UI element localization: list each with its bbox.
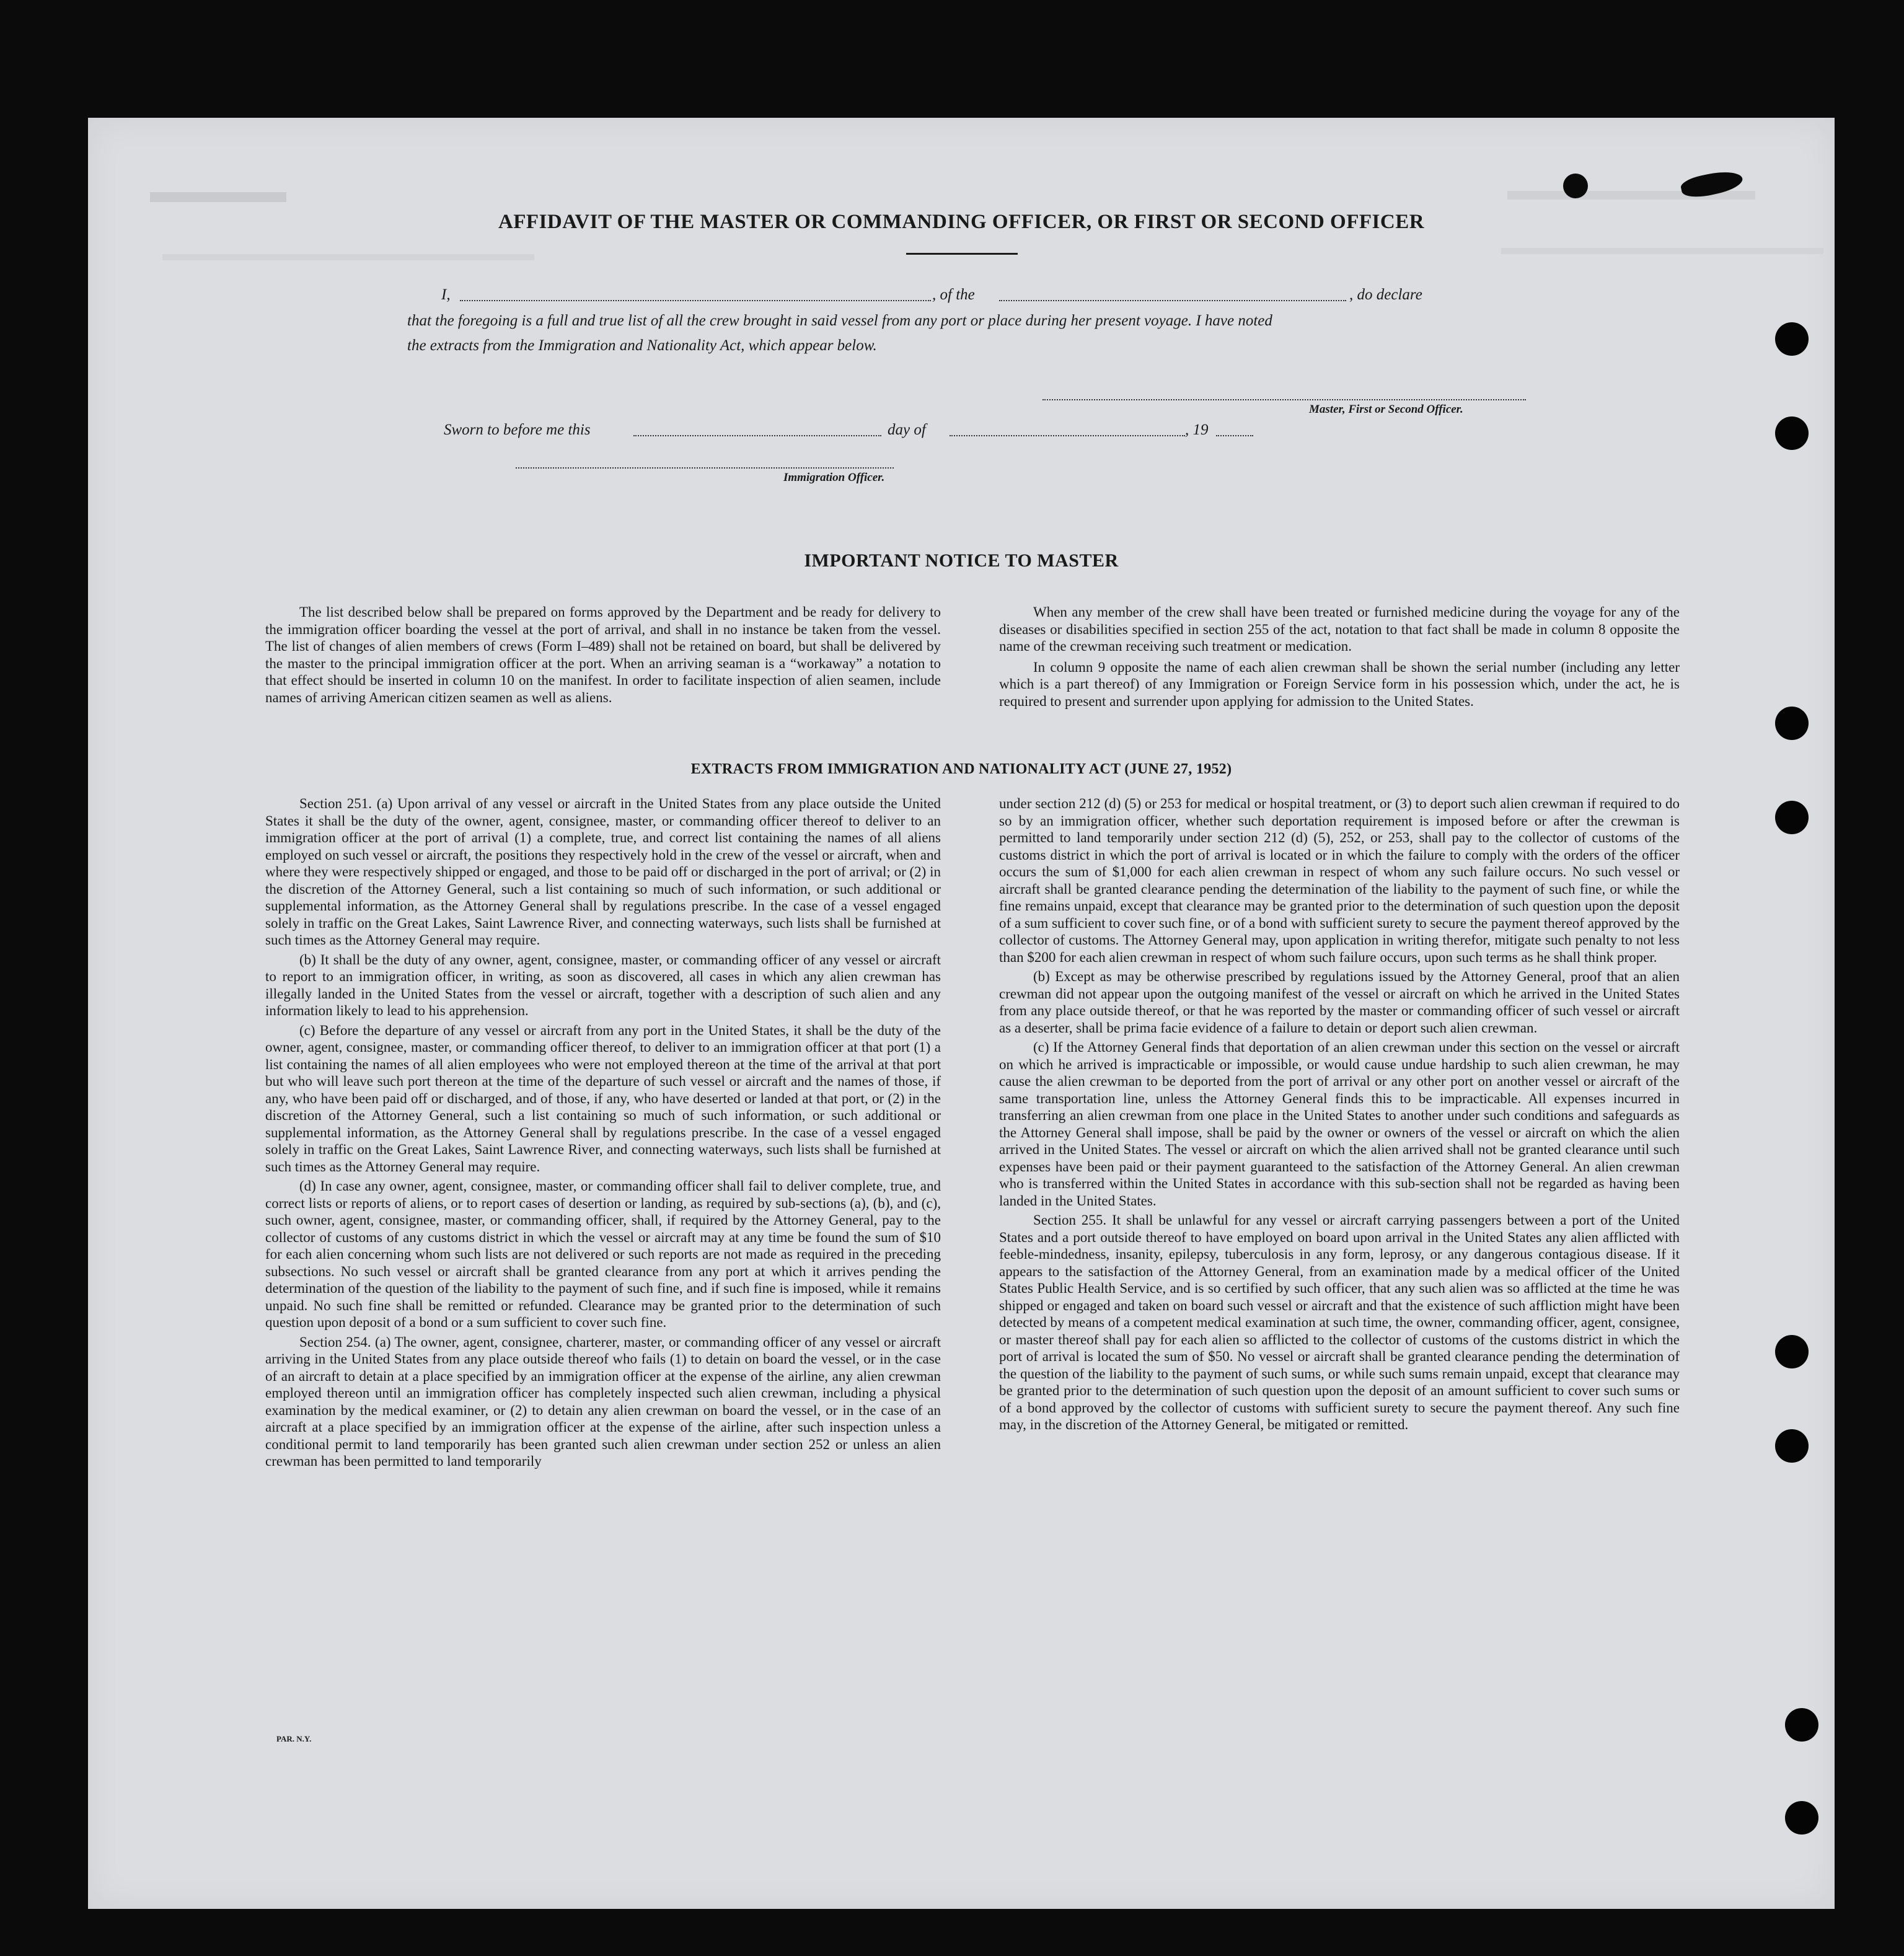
section-251-b: (b) It shall be the duty of any owner, agent, consignee, master, or commanding officer of any vessel or aircraft to report to an immigration officer, in writing, as soon as discovered, all cases in which any alien crewman has illegally landed in the United States from the vessel or aircraft, together with a description of such alien and any information likely to lead to his apprehension.	[265, 951, 941, 1018]
sworn-day-field[interactable]	[633, 435, 881, 436]
section-254-a-continued: under section 212 (d) (5) or 253 for medical or hospital treatment, or (3) to deport such alien crewman if required to do so by an immigration officer, whether such deportation requirement is imposed before or after the crewman is permitted to land temporarily under section 212 (d) (5), 252, or 253, shall pay to the collector of customs of the customs district in which the port of arrival is located or in which the failure to comply with the orders of the officer occurs the sum of $1,000 for each alien crewman in respect of whom any such failure occurs. No such vessel or aircraft shall be granted clearance pending the determination of the liability to the payment of such fine, or while the fine remains unpaid, except that clearance may be granted prior to the determination of such question upon the deposit of a sum sufficient to cover such fine, or of a bond with sufficient surety to secure the payment thereof approved by the collector of customs. The Attorney General may, upon application in writing therefor, mitigate such penalty to not less than $200 for each alien crewman in respect of whom such failure occurs, upon such terms as he shall think proper.	[999, 796, 1680, 965]
notice-paragraph: The list described below shall be prepared on forms approved by the Department and be ready for delivery to the immigration officer boarding the vessel at the port of arrival, and shall in no instance be taken from the vessel. The list of changes of alien members of crews (Form I–489) shall not be retained on board, but shall be delivered by the master to the principal immigration officer at the port. When an arriving seaman is a “workaway” a notation to that effect should be inserted in column 10 on the manifest. In order to facilitate inspection of alien seamen, include names of arriving American citizen seamen as well as aliens.	[265, 604, 941, 705]
notice-title: IMPORTANT NOTICE TO MASTER	[804, 550, 1119, 571]
year-label: , 19	[1185, 421, 1209, 438]
immigration-officer-signature-field[interactable]	[516, 467, 894, 469]
tear-mark	[1563, 174, 1588, 198]
extracts-right-column	[999, 795, 1680, 1436]
affidavit-title: AFFIDAVIT OF THE MASTER OR COMMANDING OFFICER, OR FIRST OR SECOND OFFICER	[498, 211, 1425, 233]
section-254-a: Section 254. (a) The owner, agent, consignee, charterer, master, or commanding officer of any vessel or aircraft arriving in the United States from any place outside thereof who fails (1) to detain on board the vessel, or in the case of an aircraft to detain at a place specified by an immigration officer at the expense of the airline, any alien crewman employed thereon until an immigration officer has completely inspected such alien crewman, including a physical examination by the medical examiner, or (2) to detain any alien crewman on board the vessel, or in the case of an aircraft at a place specified by an immigration officer at the expense of the airline, after such inspection unless a conditional permit to land temporarily has been granted such alien crewman under section 252 or unless an alien crewman has been permitted to land temporarily	[265, 1334, 941, 1469]
sworn-month-field[interactable]	[950, 435, 1185, 436]
binder-hole	[1775, 1429, 1809, 1463]
vessel-name-field[interactable]	[999, 300, 1346, 301]
sworn-text: Sworn to before me this	[444, 421, 591, 438]
bleed-through-mark	[162, 254, 534, 260]
notice-paragraph: When any member of the crew shall have been treated or furnished medicine during the voyage for any of the diseases or disabilities specified in section 255 of the act, notation to that fact shall be made in column 8 opposite the name of the crewman receiving such treatment or medication.	[999, 604, 1680, 654]
declaration-text: that the foregoing is a full and true list of all the crew brought in said vessel from any port or place during her present voyage. I have noted	[407, 312, 1272, 329]
extracts-left-column	[265, 795, 941, 1473]
binder-hole	[1775, 801, 1809, 834]
immigration-officer-caption: Immigration Officer.	[783, 471, 885, 484]
declarant-prefix: I,	[441, 286, 451, 303]
section-254-c: (c) If the Attorney General finds that deportation of an alien crewman under this section on the vessel or aircraft on which he arrived is impracticable or impossible, or would cause undue hardship to such alien crewman, he may cause the alien crewman to be deported from the port of arrival or any other port on another vessel or aircraft of the same transportation line, unless the Attorney General finds this to be impracticable. All expenses incurred in transferring an alien crewman from one place in the United States to another under such conditions and safeguards as the Attorney General shall impose, shall be paid by the owner or owners of the vessel or aircraft on which the alien arrived in the United States. The vessel or aircraft on which the alien arrived shall not be granted clearance until such expenses have been paid or their payment guaranteed to the satisfaction of the Attorney General. An alien crewman who is transferred within the United States in accordance with this sub-section shall not be regarded as having been landed in the United States.	[999, 1039, 1680, 1209]
notice-right-column	[999, 604, 1680, 713]
notice-paragraph: In column 9 opposite the name of each alien crewman shall be shown the serial number (including any letter which is a part thereof) of any Immigration or Foreign Service form in his possession which, under the act, he is required to present and surrender upon applying for admission to the United States.	[999, 659, 1680, 709]
binder-hole	[1785, 1801, 1818, 1835]
notice-left-column	[265, 604, 941, 710]
section-251-a: Section 251. (a) Upon arrival of any vessel or aircraft in the United States from any place outside the United States it shall be the duty of the owner, agent, consignee, master, or commanding officer thereof to deliver to an immigration officer at the port of arrival (1) a complete, true, and correct list containing the names of all aliens employed on such vessel or aircraft, the positions they respectively hold in the crew of the vessel or aircraft, when and where they were respectively shipped or engaged, and those to be paid off or discharged in the port of arrival; or (2) in the discretion of the Attorney General, such a list containing so much of such information, or such additional or supplemental information, as the Attorney General shall by regulations prescribe. In the case of a vessel engaged solely in traffic on the Great Lakes, Saint Lawrence River, and connecting waterways, such lists shall be furnished at such times as the Attorney General may require.	[265, 796, 941, 948]
vessel-prefix: , of the	[932, 286, 975, 303]
bleed-through-mark	[1501, 248, 1823, 254]
bleed-through-mark	[150, 192, 286, 202]
section-254-b: (b) Except as may be otherwise prescribed by regulations issued by the Attorney General, proof that an alien crewman did not appear upon the outgoing manifest of the vessel or aircraft on which he arrived in the United States from any place outside thereof, or that he was reported by the master or commanding officer of such vessel or aircraft as a deserter, shall be prima facie evidence of a failure to detain or deport such alien crewman.	[999, 969, 1680, 1036]
sworn-year-field[interactable]	[1216, 435, 1253, 436]
declarant-name-field[interactable]	[460, 300, 931, 301]
binder-hole	[1775, 1335, 1809, 1368]
binder-hole	[1775, 707, 1809, 740]
section-251-d: (d) In case any owner, agent, consignee, master, or commanding officer shall fail to deliver complete, true, and correct lists or reports of aliens, or to report cases of desertion or landing, as required by sub-sections (a), (b), and (c), such owner, agent, consignee, master, or commanding officer, shall, if required by the Attorney General, pay to the collector of customs of any customs district in which the vessel or aircraft may at any time be found the sum of $10 for each alien concerning whom such lists are not delivered or such reports are not made as required in the preceding subsections. No such vessel or aircraft shall be granted clearance from any port at which it arrives pending the determination of the question of the liability to the payment of such fine, and if such fine is imposed, while it remains unpaid. No such fine shall be remitted or refunded. Clearance may be granted prior to the determination of such question upon deposit of a bond or a sum sufficient to cover such fine.	[265, 1178, 941, 1330]
day-of-label: day of	[888, 421, 926, 438]
declare-suffix: , do declare	[1349, 286, 1422, 303]
extracts-title: EXTRACTS FROM IMMIGRATION AND NATIONALITY ACT (JUNE 27, 1952)	[690, 761, 1232, 777]
binder-hole	[1775, 416, 1809, 450]
section-251-c: (c) Before the departure of any vessel or aircraft from any port in the United States, it shall be the duty of the owner, agent, consignee, master, or commanding officer thereof, to deliver to an immigration officer at that port (1) a list containing the names of all alien employees who were not employed thereon at the time of the arrival at that port but who will leave such port thereon at the time of the departure of such vessel or aircraft and the names of those, if any, who have been paid off or discharged, and of those, if any, who have deserted or landed at that port, or (2) in the discretion of the Attorney General, such a list containing so much of such information, or such additional or supplemental information, as the Attorney General shall by regulations prescribe. In the case of a vessel engaged solely in traffic on the Great Lakes, Saint Lawrence River, and connecting waterways, such lists shall be furnished at such times as the Attorney General may require.	[265, 1022, 941, 1174]
binder-hole	[1785, 1708, 1818, 1742]
printer-mark: PAR. N.Y.	[276, 1734, 312, 1743]
master-signature-field[interactable]	[1042, 399, 1526, 400]
title-underline	[906, 253, 1018, 255]
document-page	[88, 118, 1835, 1909]
master-signature-caption: Master, First or Second Officer.	[1309, 403, 1463, 416]
binder-hole	[1775, 322, 1809, 356]
declaration-text-2: the extracts from the Immigration and Nationality Act, which appear below.	[407, 337, 877, 354]
section-255: Section 255. It shall be unlawful for any vessel or aircraft carrying passengers between a port of the United States and a port outside thereof to have employed on board upon arrival in the United States any alien afflicted with feeble-mindedness, insanity, epilepsy, tuberculosis in any form, leprosy, or any dangerous contagious disease. If it appears to the satisfaction of the Attorney General, from an examination made by a medical officer of the United States Public Health Service, and is so certified by such officer, that any such alien was so afflicted at the time he was shipped or engaged and taken on board such vessel or aircraft and that the existence of such affliction might have been detected by means of a competent medical examination at such time, the owner, commanding officer, agent, consignee, or master thereof shall pay for each alien so afflicted to the collector of customs of the customs district in which the port of arrival is located the sum of $50. No vessel or aircraft shall be granted clearance pending the determination of the question of the liability to the payment of such sums, or while such sums remain unpaid, except that clearance may be granted prior to the determination of such question upon the deposit of an amount sufficient to cover such sums or of a bond approved by the collector of customs with sufficient surety to secure the payment thereof. Any such fine may, in the discretion of the Attorney General, be mitigated or remitted.	[999, 1212, 1680, 1432]
